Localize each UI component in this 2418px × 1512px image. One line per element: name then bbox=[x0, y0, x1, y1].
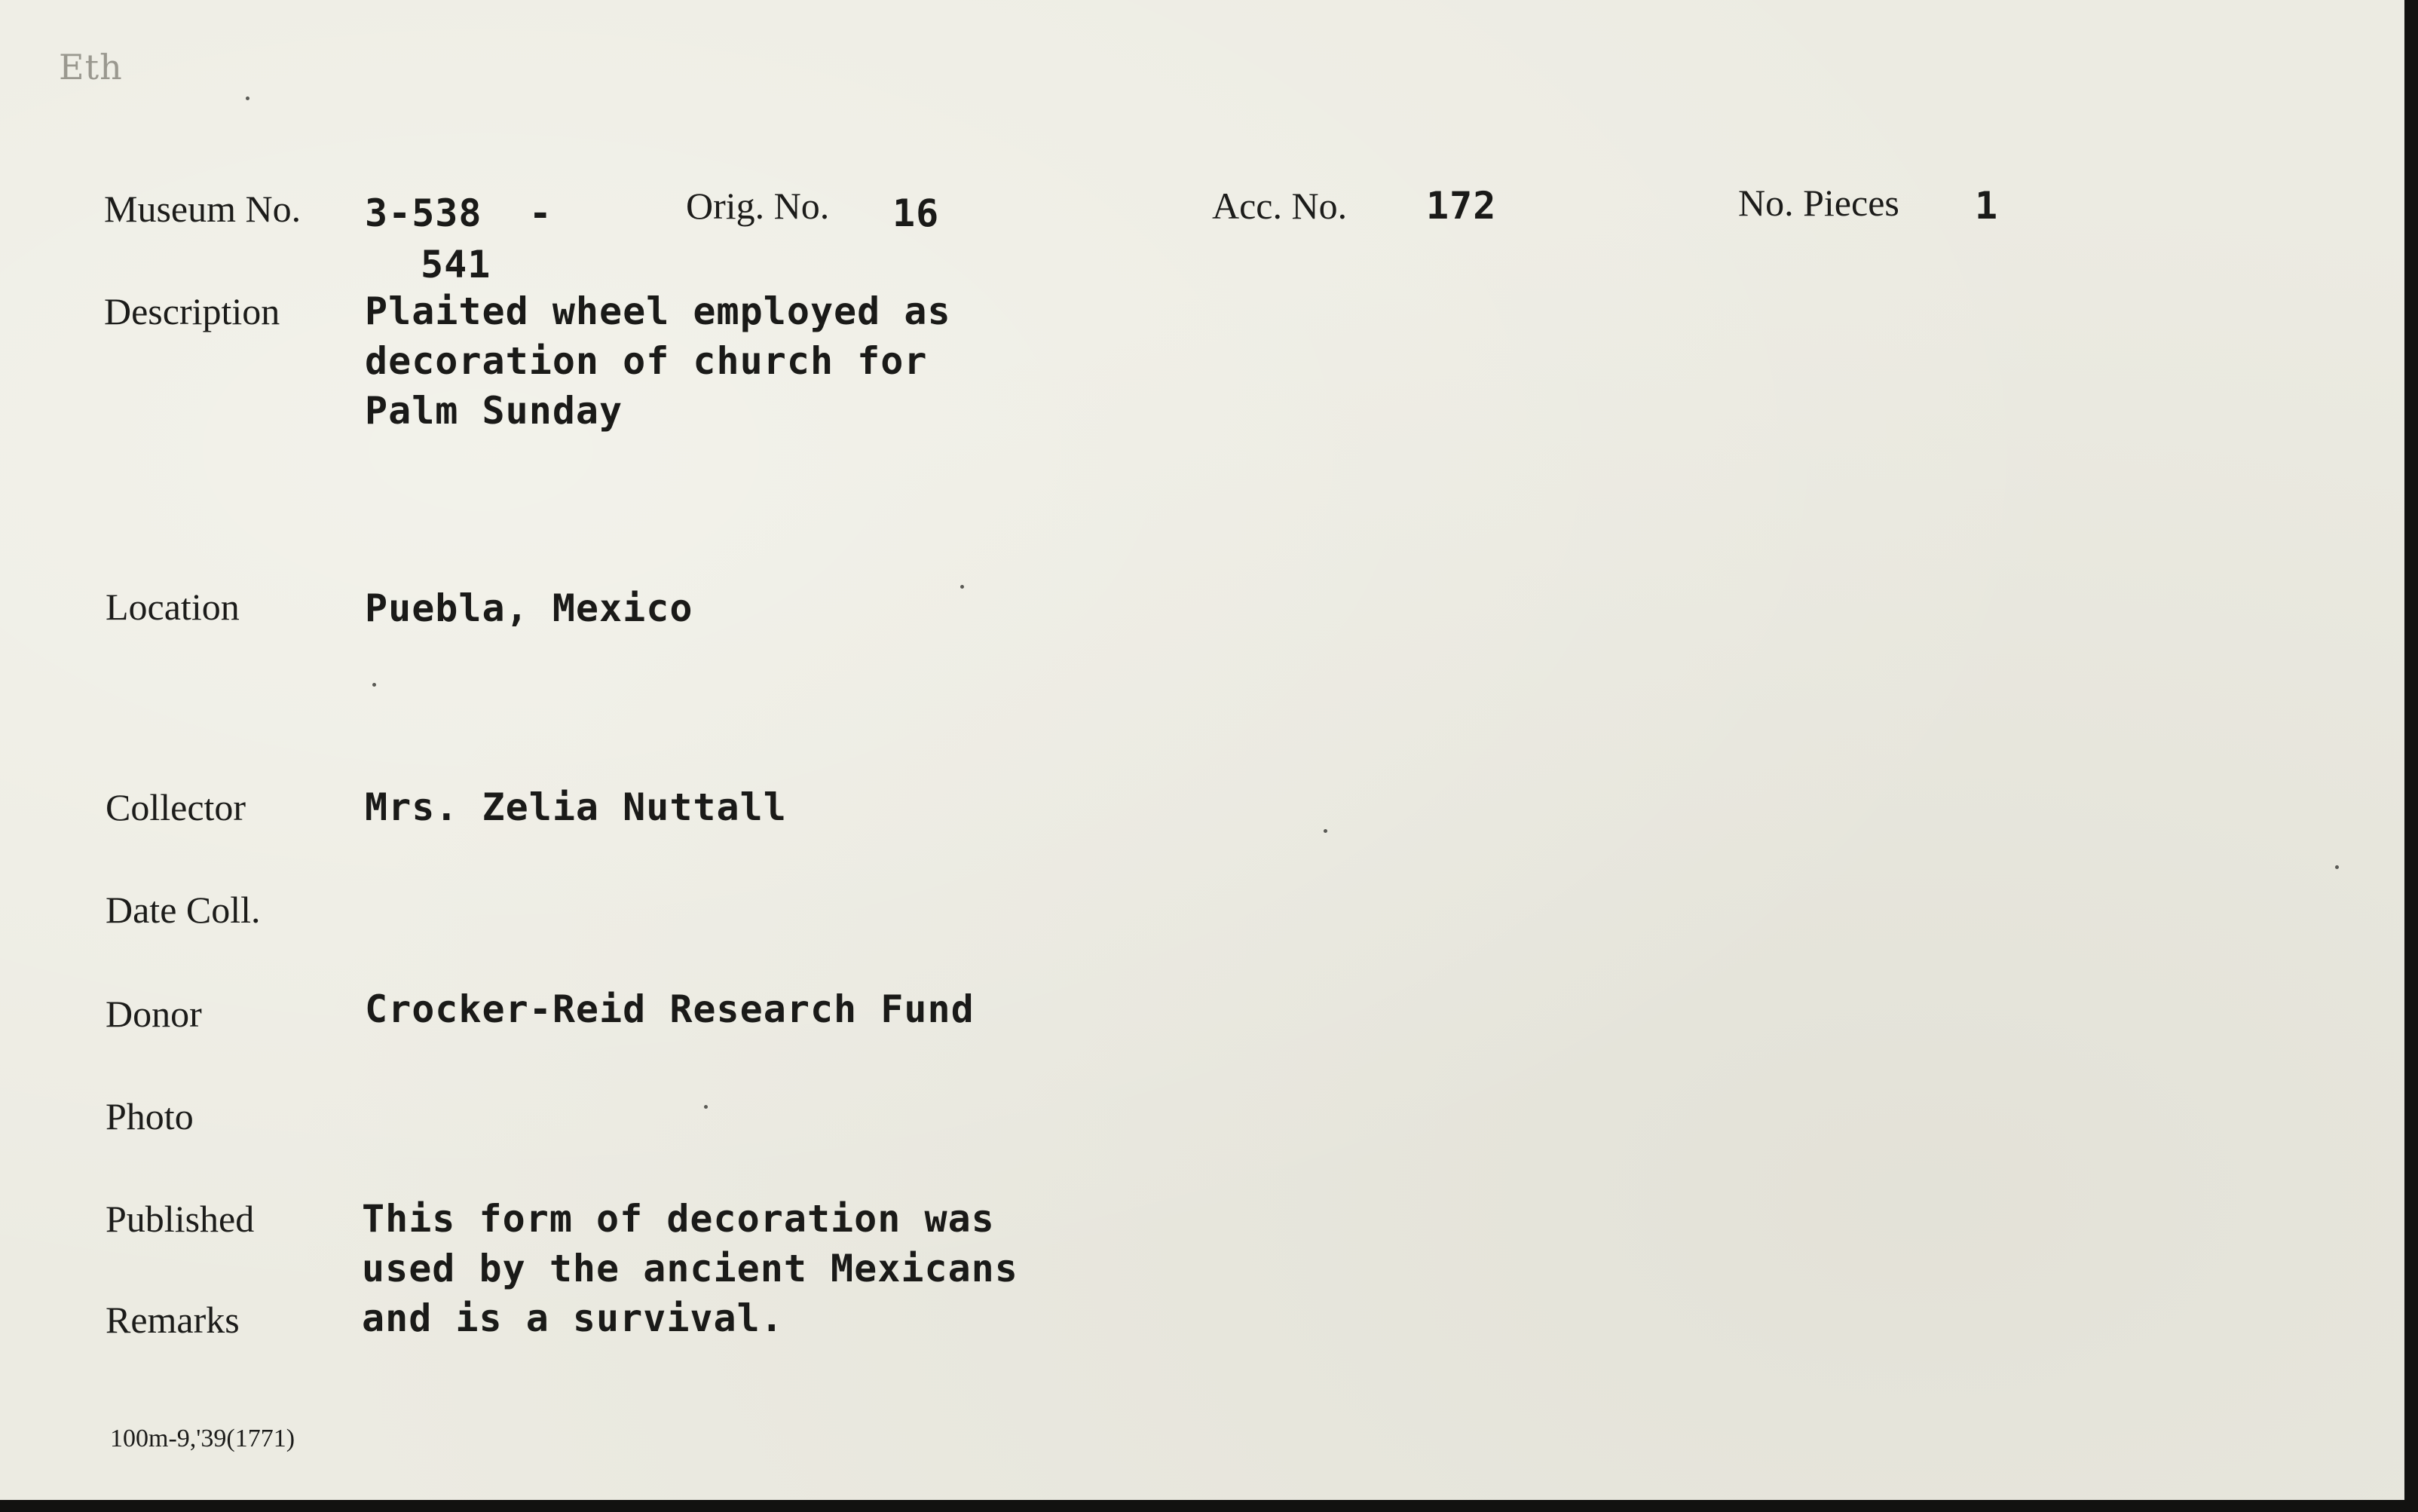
no-pieces-label: No. Pieces bbox=[1738, 182, 1899, 224]
paper-speck bbox=[372, 683, 376, 687]
museum-no-value: 3-538 - bbox=[365, 191, 552, 235]
museum-no-value-line2: 541 bbox=[421, 243, 491, 286]
remarks-line-3: and is a survival. bbox=[362, 1296, 784, 1340]
date-coll-label: Date Coll. bbox=[106, 889, 261, 931]
location-label: Location bbox=[106, 586, 240, 628]
acc-no-value: 172 bbox=[1426, 184, 1497, 228]
published-label: Published bbox=[106, 1198, 255, 1240]
department-stamp: Eth bbox=[59, 47, 123, 87]
paper-speck bbox=[246, 96, 249, 100]
donor-label: Donor bbox=[106, 993, 202, 1035]
photo-label: Photo bbox=[106, 1095, 194, 1137]
donor-value: Crocker-Reid Research Fund bbox=[365, 987, 975, 1031]
card-edge-shadow bbox=[2404, 0, 2418, 1512]
remarks-line-1: This form of decoration was bbox=[362, 1197, 995, 1241]
orig-no-label: Orig. No. bbox=[686, 185, 830, 227]
paper-speck bbox=[2335, 865, 2339, 869]
no-pieces-value: 1 bbox=[1975, 184, 1999, 228]
description-label: Description bbox=[104, 290, 280, 332]
location-value: Puebla, Mexico bbox=[365, 586, 693, 630]
description-line-3: Palm Sunday bbox=[365, 389, 623, 433]
paper-speck bbox=[1324, 829, 1327, 833]
print-code: 100m-9,'39(1771) bbox=[110, 1425, 295, 1452]
description-line-2: decoration of church for bbox=[365, 339, 928, 383]
museum-no-label: Museum No. bbox=[104, 188, 301, 230]
card-edge-shadow bbox=[0, 1500, 2418, 1512]
description-line-1: Plaited wheel employed as bbox=[365, 289, 951, 333]
remarks-line-2: used by the ancient Mexicans bbox=[362, 1247, 1018, 1290]
paper-speck bbox=[960, 585, 964, 589]
collector-value: Mrs. Zelia Nuttall bbox=[365, 785, 787, 829]
paper-speck bbox=[704, 1105, 708, 1109]
orig-no-value: 16 bbox=[892, 191, 940, 235]
acc-no-label: Acc. No. bbox=[1212, 185, 1348, 227]
remarks-label: Remarks bbox=[106, 1299, 240, 1341]
collector-label: Collector bbox=[106, 786, 246, 828]
